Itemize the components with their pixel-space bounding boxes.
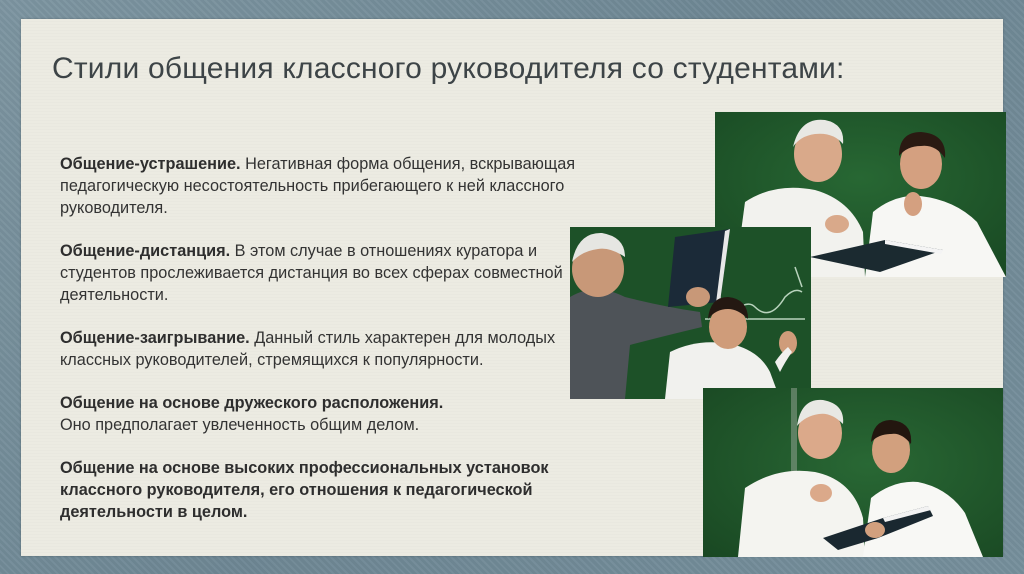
photo-teacher-scolding-student xyxy=(570,227,811,399)
paragraph-flirting xyxy=(60,327,580,371)
paragraph-text: Данный стиль характерен для молодых классных руководителей, стремящихся к популярности. xyxy=(60,329,556,369)
paragraph-text: В этом случае в отношениях куратора и студентов прослеживается дистанция во всех сферах совместной деятельности. xyxy=(60,242,563,304)
paragraph-distance xyxy=(60,240,580,306)
paragraph-heading: Общение-устрашение. xyxy=(60,155,241,173)
paragraph-text: Оно предполагает увлеченность общим делом. xyxy=(60,416,420,434)
paragraph-friendly xyxy=(60,392,580,436)
paragraph-heading: Общение-заигрывание. xyxy=(60,329,250,347)
paragraph-heading: Общение на основе высоких профессиональных установок классного руководителя, его отношения к педагогической деятельности в целом. xyxy=(60,459,549,521)
paragraph-text: Негативная форма общения, вскрывающая педагогическую несостоятельность прибегающего к ней классного руководителя. xyxy=(60,155,576,217)
paragraph-intimidation xyxy=(60,153,580,219)
paragraph-professional xyxy=(60,457,580,523)
paragraph-heading: Общение-дистанция. xyxy=(60,242,231,260)
paragraph-heading: Общение на основе дружеского расположения. xyxy=(60,394,444,412)
slide-title: Стили общения классного руководителя со студентами: xyxy=(52,52,845,85)
text-block xyxy=(60,153,580,544)
photo-teacher-student-smiling xyxy=(703,388,1003,557)
